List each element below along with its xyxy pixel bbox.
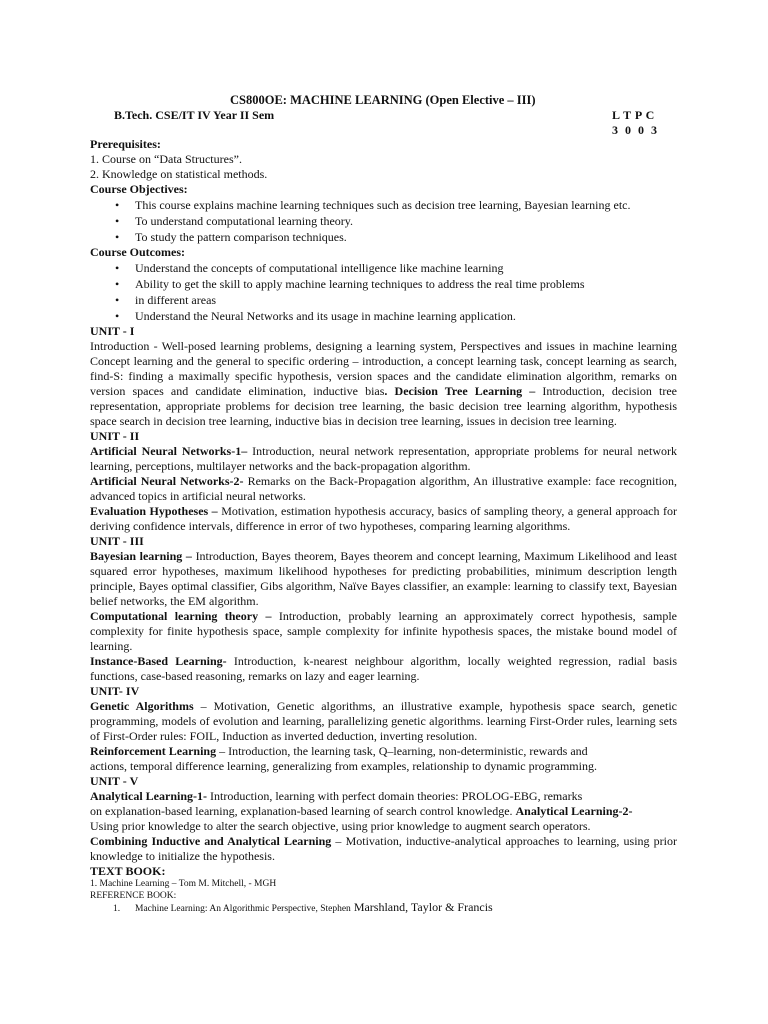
reference-text: Machine Learning: An Algorithmic Perspective, Stephen bbox=[135, 904, 351, 914]
topic-title: Analytical Learning-2- bbox=[515, 804, 633, 818]
topic-text: Remarks on the Back-Propagation algorithm, An illustrative example: face recognition, advanced topics in artificial neural networks. bbox=[90, 474, 677, 503]
text-book-item: 1. Machine Learning – Tom M. Mitchell, - MGH bbox=[90, 879, 277, 889]
outcomes-heading: Course Outcomes: bbox=[90, 245, 185, 259]
reference-text-publisher: Marshland, Taylor & Francis bbox=[350, 900, 493, 914]
topic-text: Introduction, neural network representation, appropriate problems for neural network learning, perceptions, multilayer networks and the back-propagation algorithm. bbox=[90, 444, 677, 473]
objectives-list bbox=[90, 197, 677, 245]
topic-text: – Introduction, the learning task, Q–learning, non-deterministic, rewards and bbox=[216, 744, 588, 758]
topic-title: Bayesian learning – bbox=[90, 549, 192, 563]
topic-title: Artificial Neural Networks-2- bbox=[90, 474, 244, 488]
unit-3-para bbox=[90, 549, 677, 609]
ltpc-label: L T P C bbox=[612, 108, 655, 122]
unit-2-heading: UNIT - II bbox=[90, 429, 140, 443]
unit-3-heading: UNIT - III bbox=[90, 534, 144, 548]
course-title: CS800OE: MACHINE LEARNING (Open Elective – III) bbox=[230, 93, 536, 107]
topic-title: Instance-Based Learning- bbox=[90, 654, 227, 668]
list-item: • Ability to get the skill to apply machine learning techniques to address the real time problems bbox=[90, 276, 677, 292]
list-item: • To understand computational learning theory. bbox=[90, 213, 677, 229]
list-item: • This course explains machine learning techniques such as decision tree learning, Bayesian learning etc. bbox=[90, 197, 677, 213]
topic-text: Introduction, probably learning an approximately correct hypothesis, sample complexity for finite hypothesis space, sample complexity for infinite hypothesis spaces, the mistake bound model of learning. bbox=[90, 609, 677, 653]
unit-5-para bbox=[90, 789, 677, 834]
topic-title: Combining Inductive and Analytical Learning bbox=[90, 834, 332, 848]
unit-2-para bbox=[90, 504, 677, 534]
reference-book-heading: REFERENCE BOOK: bbox=[90, 890, 177, 901]
unit-2-para bbox=[90, 474, 677, 504]
topic-title: Artificial Neural Networks-1– bbox=[90, 444, 248, 458]
ltpc-values: 3 0 0 3 bbox=[612, 123, 659, 137]
topic-text: Introduction, k-nearest neighbour algorithm, locally weighted regression, radial basis functions, case-based reasoning, remarks on lazy and eager learning. bbox=[90, 654, 677, 683]
unit-1-heading: UNIT - I bbox=[90, 324, 135, 338]
text-book-heading: TEXT BOOK: bbox=[90, 864, 166, 878]
topic-text: Introduction, learning with perfect domain theories: PROLOG-EBG, remarks bbox=[207, 789, 583, 803]
topic-title: Evaluation Hypotheses – bbox=[90, 504, 218, 518]
topic-text: – Motivation, Genetic algorithms, an illustrative example, hypothesis space search, genetic programming, models of evolution and learning, parallelizing genetic algorithms. learning First-Order rules, learning sets of First-Order rules: FOIL, Induction as inverted deduction, inverting resolution. bbox=[90, 699, 677, 743]
unit-1-topic: Decision Tree Learning – bbox=[387, 384, 536, 398]
topic-title: Analytical Learning-1- bbox=[90, 789, 207, 803]
list-item: • Understand the Neural Networks and its usage in machine learning application. bbox=[90, 308, 677, 324]
unit-1-text bbox=[90, 339, 677, 429]
prerequisite-item: 1. Course on “Data Structures”. bbox=[90, 152, 242, 166]
topic-title: Computational learning theory – bbox=[90, 609, 272, 623]
prerequisites-heading: Prerequisites: bbox=[90, 137, 161, 151]
unit-1-intro: Introduction - Well-posed learning problems, designing a learning system, Perspectives and issues in machine learning Concept learning and the general to specific ordering – introduction, a concept learning task, concept learning as search, find-S: finding a maximally specific hypothesis, version spaces and the candidate elimination algorithm, remarks on version spaces and candidate elimination, inductive bias bbox=[90, 339, 677, 398]
unit-5-heading: UNIT - V bbox=[90, 774, 139, 788]
outcomes-list bbox=[90, 260, 677, 324]
unit-4-heading: UNIT- IV bbox=[90, 684, 140, 698]
list-item: • To study the pattern comparison techniques. bbox=[90, 229, 677, 245]
syllabus-body bbox=[90, 137, 677, 916]
unit-3-para bbox=[90, 654, 677, 684]
unit-1-desc: Introduction, decision tree representation, appropriate problems for decision tree learning, the basic decision tree learning algorithm, hypothesis space search in decision tree learning, inductive bias in decision tree learning, issues in decision tree learning. bbox=[90, 384, 677, 428]
topic-text: Motivation, estimation hypothesis accuracy, basics of sampling theory, a general approach for deriving confidence intervals, difference in error of two hypotheses, comparing learning algorithms. bbox=[90, 504, 677, 533]
topic-text: actions, temporal difference learning, generalizing from examples, relationship to dynamic programming. bbox=[90, 759, 597, 773]
unit-4-para bbox=[90, 744, 677, 774]
topic-text: Using prior knowledge to alter the search objective, using prior knowledge to augment search operators. bbox=[90, 819, 591, 833]
topic-title: Reinforcement Learning bbox=[90, 744, 217, 758]
topic-text: on explanation-based learning, explanation-based learning of search control knowledge. bbox=[90, 804, 516, 818]
unit-3-para bbox=[90, 609, 677, 654]
reference-book-item bbox=[90, 902, 677, 916]
program-year: B.Tech. CSE/IT IV Year II Sem bbox=[114, 108, 275, 122]
topic-title: Genetic Algorithms bbox=[90, 699, 194, 713]
prerequisite-item: 2. Knowledge on statistical methods. bbox=[90, 167, 268, 181]
topic-text: Introduction, Bayes theorem, Bayes theorem and concept learning, Maximum Likelihood and least squared error hypotheses, maximum likelihood hypotheses for predicting probabilities, minimum description length principle, Bayes optimal classifier, Gibs algorithm, Naïve Bayes classifier, an example: learning to classify text, Bayesian belief networks, the EM algorithm. bbox=[90, 549, 677, 608]
unit-4-para bbox=[90, 699, 677, 744]
unit-5-para bbox=[90, 834, 677, 864]
list-item: • Understand the concepts of computational intelligence like machine learning bbox=[90, 260, 677, 276]
unit-2-para bbox=[90, 444, 677, 474]
unit-1-dot: . bbox=[384, 384, 388, 398]
list-item: • in different areas bbox=[90, 292, 677, 308]
reference-number: 1. bbox=[113, 904, 121, 914]
topic-text: – Motivation, inductive-analytical approaches to learning, using prior knowledge to initialize the hypothesis. bbox=[90, 834, 677, 863]
objectives-heading: Course Objectives: bbox=[90, 182, 188, 196]
